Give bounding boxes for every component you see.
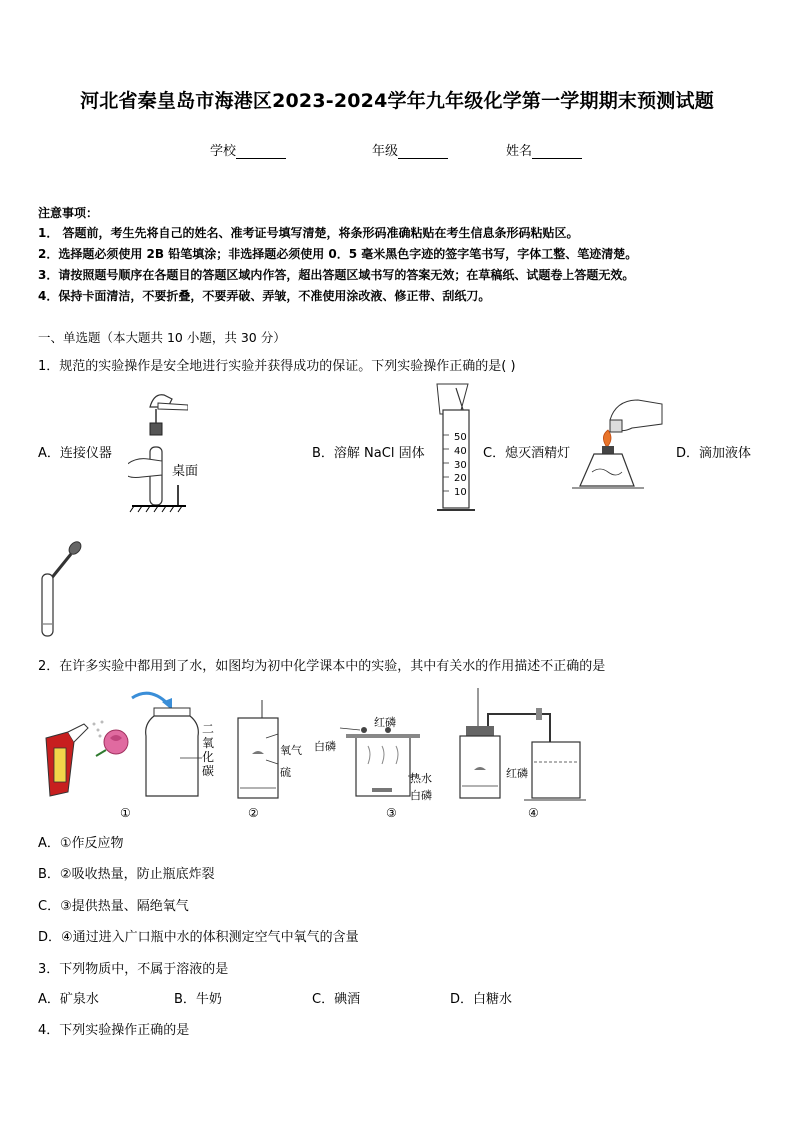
co2-char: 氧 [202,736,215,750]
q2-option-d[interactable]: D．④通过进入广口瓶中水的体积测定空气中氧气的含量 [38,930,359,945]
name-label: 姓名 [506,144,533,159]
test-tube-icon [42,574,53,636]
note-3: 3．请按照题号顺序在各题目的答题区域内作答，超出答题区域书写的答案无效；在草稿纸、试题卷上答题无效。 [38,268,635,282]
tick-40: 40 [454,445,467,457]
page-title: 河北省秦皇岛市海港区2023-2024学年九年级化学第一学期期末预测试题 [80,90,714,112]
sulfur-label: 硫 [280,766,291,779]
q2-stem: 2．在许多实验中都用到了水，如图均为初中化学课本中的实验，其中有关水的作用描述不正确的是 [38,659,606,674]
tick-50: 50 [454,432,467,443]
q1-stem: 1．规范的实验操作是安全地进行实验并获得成功的保证。下列实验操作正确的是( ) [38,359,516,374]
q1-option-a[interactable]: A．连接仪器 [38,446,112,461]
oxygen-label: 氧气 [280,744,302,757]
co2-label [202,722,216,778]
q1-option-c[interactable]: C．熄灭酒精灯 [483,446,571,461]
note-1: 1． 答题前，考生先将自己的姓名、准考证号填写清楚，将条形码准确粘贴在考生信息条形码粘贴区。 [38,226,579,240]
q2-figure [38,684,588,824]
note-4: 4．保持卡面清洁，不要折叠，不要弄破、弄皱，不准使用涂改液、修正带、刮纸刀。 [38,289,491,303]
q2-option-b[interactable]: B．②吸收热量，防止瓶底炸裂 [38,867,215,882]
fig-alcohol-lamp [572,396,664,500]
q1-option-d[interactable]: D．滴加液体 [676,446,752,461]
white-phosphorus-left-label: 白磷 [314,740,336,753]
q3-option-c[interactable]: C．碘酒 [312,992,361,1007]
fig-num-1: ① [120,806,131,820]
note-2: 2．选择题必须使用 2B 铅笔填涂；非选择题必须使用 0．5 毫米黑色字迹的签字笔书写，字体工整、笔迹清楚。 [38,247,638,261]
fig-dropper [38,540,84,640]
co2-char: 碳 [202,764,215,778]
section-heading: 一、单选题（本大题共 10 小题，共 30 分） [38,330,286,345]
table-label: 桌面 [172,464,199,479]
q2-option-a[interactable]: A．①作反应物 [38,836,124,851]
co2-char: 化 [202,750,215,764]
tick-20: 20 [454,473,467,485]
grade-blank[interactable] [398,146,448,159]
q3-option-a[interactable]: A．矿泉水 [38,992,99,1007]
name-field [506,140,582,159]
q3-option-d[interactable]: D．白糖水 [450,992,513,1007]
fig-num-2: ② [248,806,259,820]
cylinder-scale [454,431,474,500]
q2-option-c[interactable]: C．③提供热量、隔绝氧气 [38,899,189,914]
flower-icon [104,730,128,754]
tick-10: 10 [454,487,467,499]
tick-30: 30 [454,459,467,471]
grade-field [372,140,448,159]
q3-option-b[interactable]: B．牛奶 [174,992,222,1007]
hot-water-label: 热水 [410,772,432,785]
lamp-body-icon [580,454,634,486]
gas-jar-icon [238,718,278,798]
grade-label: 年级 [372,144,399,159]
name-blank[interactable] [532,146,582,159]
school-label: 学校 [210,144,237,159]
fig-connect-instrument [128,385,188,515]
gas-jar-icon [146,716,199,796]
stopper-icon [150,423,162,435]
beaker-icon [356,736,410,796]
notes-heading: 注意事项： [38,206,99,220]
co2-char: 二 [202,722,215,736]
beaker-icon [532,742,580,798]
white-phosphorus-bottom-label: 白磷 [410,789,432,802]
q1-option-b[interactable]: B．溶解 NaCl 固体 [312,446,425,461]
school-blank[interactable] [236,146,286,159]
q4-stem: 4．下列实验操作正确的是 [38,1023,190,1038]
school-field [210,140,286,159]
red-phosphorus-right-label: 红磷 [506,767,528,780]
q3-stem: 3．下列物质中，不属于溶液的是 [38,962,229,977]
red-phosphorus-top-label: 红磷 [374,716,396,729]
flame-icon [603,430,611,446]
fig-num-3: ③ [386,806,397,820]
fig-num-4: ④ [528,806,539,820]
